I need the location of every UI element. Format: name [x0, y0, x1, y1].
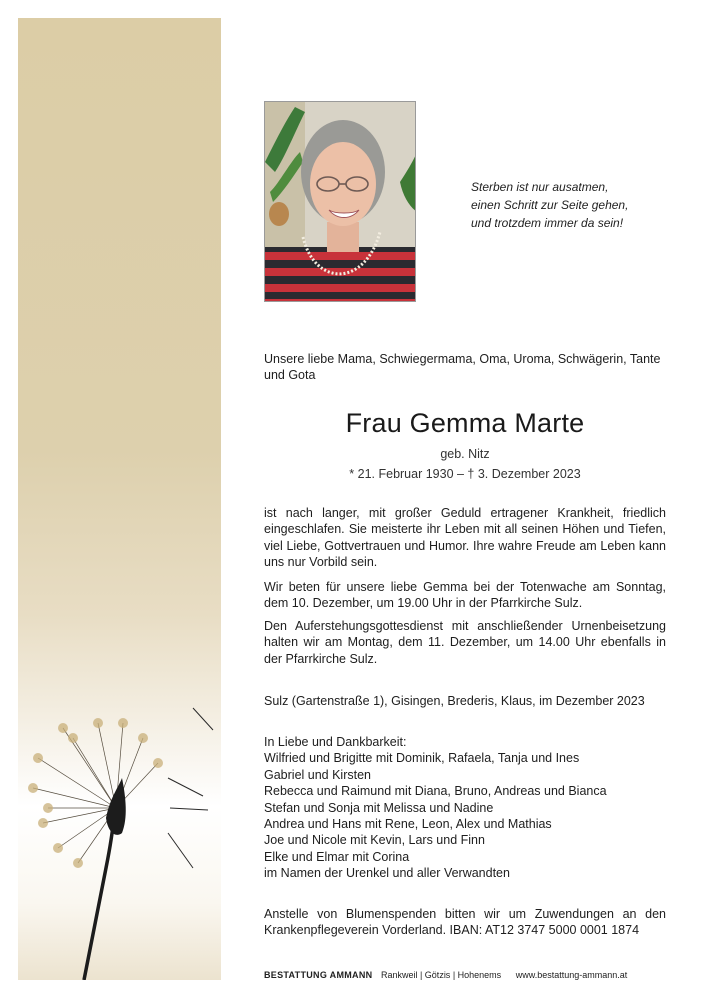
family-member: Andrea und Hans mit Rene, Leon, Alex und Mathias — [264, 817, 552, 832]
footer — [264, 970, 627, 980]
birth-name: geb. Nitz — [440, 447, 490, 461]
footer-locations: Rankweil | Götzis | Hohenems — [380, 970, 502, 980]
brand-first: BESTATTUNG — [264, 970, 328, 980]
paragraph-service: Den Auferstehungsgottesdienst mit anschließender Urnenbeisetzung halten wir am Montag, dem 11. Dezember, um 14.00 Uhr ebenfalls in der Pfarrkirche Sulz. — [264, 619, 666, 666]
family-member: Wilfried und Brigitte mit Dominik, Rafaela, Tanja und Ines — [264, 751, 580, 766]
funeral-home-name — [264, 970, 372, 980]
family-list — [264, 734, 666, 882]
family-member: Elke und Elmar mit Corina — [264, 849, 410, 864]
paragraph-wake: Wir beten für unsere liebe Gemma bei der Totenwache am Sonntag, dem 10. Dezember, um 19.00 Uhr in der Pfarrkirche Sulz. — [264, 580, 666, 611]
life-dates: * 21. Februar 1930 – † 3. Dezember 2023 — [349, 467, 581, 481]
donation-note: Anstelle von Blumenspenden bitten wir um Zuwendungen an den Krankenpflegeverein Vorderland. IBAN: AT12 3747 5000 0001 1874 — [264, 907, 666, 938]
place-date-line: Sulz (Gartenstraße 1), Gisingen, Brederis, Klaus, im Dezember 2023 — [264, 694, 645, 708]
family-member: Rebecca und Raimund mit Diana, Bruno, Andreas und Bianca — [264, 784, 607, 799]
portrait-photo — [264, 101, 416, 302]
dandelion-head — [33, 723, 158, 863]
portrait-illustration — [265, 102, 416, 302]
footer-website-link[interactable]: www.bestattung-ammann.at — [515, 970, 628, 980]
brand-second: AMMANN — [329, 970, 373, 980]
quote-line: Sterben ist nur ausatmen, — [471, 180, 609, 194]
memorial-quote — [471, 178, 671, 232]
family-member: Gabriel und Kirsten — [264, 767, 372, 782]
family-member: Joe und Nicole mit Kevin, Lars und Finn — [264, 833, 485, 848]
decorative-side-panel — [18, 18, 221, 980]
family-heading: In Liebe und Dankbarkeit: — [264, 735, 407, 749]
paragraph-passing: ist nach langer, mit großer Geduld ertragener Krankheit, friedlich eingeschlafen. Sie meisterte ihr Leben mit all seinen Höhen und Tiefen, viel Liebe, Gottvertrauen und Humor. Ihre wahre Freude am Leben kann uns nur Vorbild sein. — [264, 506, 666, 570]
family-member: im Namen der Urenkel und aller Verwandten — [264, 866, 510, 881]
family-member: Stefan und Sonja mit Melissa und Nadine — [264, 800, 494, 815]
deceased-name: Frau Gemma Marte — [345, 408, 585, 438]
quote-line: einen Schritt zur Seite gehen, — [471, 198, 629, 212]
dandelion-illustration — [18, 18, 221, 980]
quote-line: und trotzdem immer da sein! — [471, 216, 624, 230]
intro-text: Unsere liebe Mama, Schwiegermama, Oma, Uroma, Schwägerin, Tante und Gota — [264, 352, 661, 383]
